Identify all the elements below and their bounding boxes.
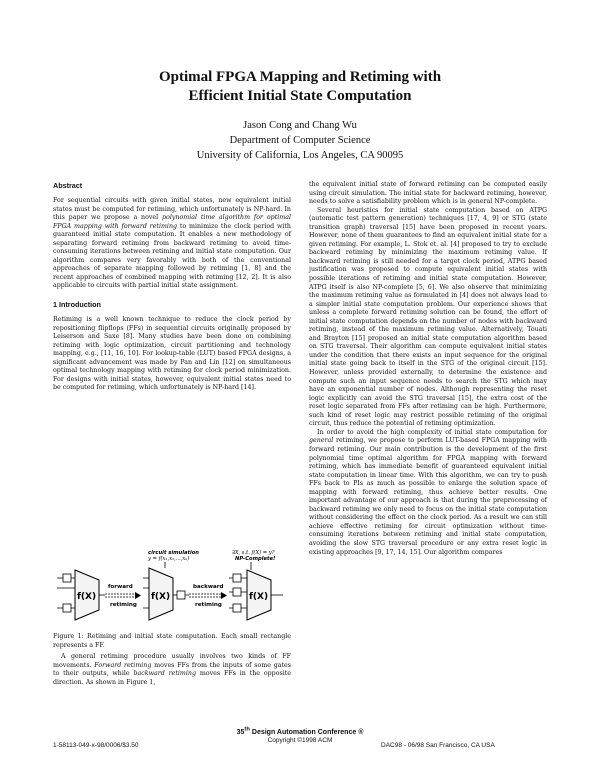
circuit-block-1 (57, 570, 105, 620)
np-question: ∃X, s.t. f(X) = y? (232, 550, 275, 556)
left-column (53, 181, 291, 393)
backward-label: backward (193, 584, 224, 590)
right-column (309, 181, 547, 557)
authors: Jason Cong and Chang Wu (243, 120, 357, 131)
title-line-1: Optimal FPGA Mapping and Retiming with (158, 69, 442, 85)
right-paragraph-3: In order to avoid the high complexity of initial state computation for general retiming, we propose to perform LUT-based FPGA mapping with forward retiming. Our main contribution is the development of the first polynomial time optimal algorithm for FPGA mapping with forward retiming, which has immediate benefit of guaranteed equivalent initial state computation in linear time. With this algorithm, we can try to push FFs back to PIs as much as possible to enlarge the solution space of mapping with forward retiming, thus achieve better results. One important advantage of our approach is that during the preprocessing of backward retiming we only need to focus on the initial state computation without considering the effect on the clock period. As a result we can still achieve effective retiming for circuit optimization without time-consuming iterations between retiming and initial state computation, avoiding the slow STG traversal procedure or any extra reset logic in existing approaches [9, 17, 14, 15]. Our algorithm compares (309, 428, 547, 556)
backward-retiming-arrow (189, 584, 227, 608)
backward-retiming-label: retiming (195, 602, 222, 608)
author-block (0, 118, 600, 163)
conference-name: 35th Design Automation Conference ® (236, 727, 364, 737)
flipflop (63, 574, 71, 582)
paper-title (0, 68, 600, 106)
right-paragraph-1: the equivalent initial state of forward retiming can be computed easily using circuit simulation. The initial state for backward retiming, however, needs to solve a satisfiability problem which is in general NP-complete. (309, 181, 547, 206)
introduction-paragraph: Retiming is a well known technique to reduce the clock period by repositioning flipflops (FFs) in sequential circuits originally proposed by Leiserson and Saxe [8]. Many studies have been done on combining retiming with logic optimization, circuit partitioning and technology mapping, e.g., [11, 16, 10]. For lookup-table (LUT) based FPGA designs, a significant advancement was made by Pan and Lin [12] on simultaneous optimal technology mapping with retiming for clock period minimization. For designs with initial states, however, equivalent initial states need to be computed for retiming, which unfortunately is NP-hard [14]. (53, 316, 291, 392)
left-column-continued (53, 653, 291, 687)
abstract-text: For sequential circuits with given initial states, new equivalent initial states must be computed for retiming, which unfortunately is NP-hard. In this paper we propose a novel polynomial time algorithm for optimal FPGA mapping with forward retiming to minimize the clock period with guaranteed initial state computation. It enables a new methodology of separating forward retiming from backward retiming to avoid time-consuming iterations between retiming and initial state computation. Our algorithm compares very favorably with both of the conventional approaches of separate mapping followed by retiming [1, 8] and the recent approaches of combined mapping with retiming [12, 2]. It is also applicable to circuits with partial initial state assignment. (53, 197, 291, 290)
university: University of California, Los Angeles, CA 90095 (196, 150, 404, 161)
title-line-2: Efficient Initial State Computation (188, 88, 412, 104)
copyright: Copyright ©1998 ACM (267, 737, 333, 745)
np-complete-label: NP-Complete! (235, 556, 276, 562)
flipflop (233, 604, 241, 612)
circuit-simulation-label: circuit simulation (148, 550, 200, 556)
figure-1 (53, 548, 293, 628)
forward-retiming-arrow (105, 584, 141, 608)
flipflop (233, 574, 241, 582)
flipflop (177, 591, 185, 599)
abstract-heading: Abstract (53, 181, 83, 190)
function-label-3: f(X) (249, 592, 269, 602)
right-paragraph-2: Several heuristics for initial state computation based on ATPG (automatic test pattern generation) techniques [17, 4, 9] or STG (state transition graph) traversal [15] have been proposed in recent years. However, none of them guarantees to find an equivalent initial state for a given retiming. For example, L. Stok et. al. [4] proposed to try to exclude backward retiming by minimizing the maximum retiming value. If backward retiming is still needed for a target clock period, ATPG based justification was proposed to compute equivalent initial states with possible iterations of retiming and initial state computation. However, ATPG itself is also NP-complete [5, 6]. We also observe that minimizing the maximum retiming value as formulated in [4] does not always lead to a simpler initial state computation problem. Our experience shows that unless a complete forward retiming solution can be found, the effort of initial state computation depends on the number of nodes with backward retiming, instead of the maximum retiming value. Alternatively, Touati and Brayton [15] proposed an initial state computation algorithm based on STG traversal. Their algorithm can compute equivalent initial states under the condition that there exists an input sequence for the original initial state going back to itself in the STG of the original circuit [15]. However, unless provided externally, to determine the existence and compute such an input sequence needs to search the STG which may have an exponential number of nodes. Although representing the reset logic explicitly can avoid the STG traversal [15], the extra cost of the reset logic separated from FFs after retiming can be high. Furthermore, such kind of reset logic may restrict possible retiming of the original circuit, thus reduce the potential of retiming optimization. (309, 206, 547, 428)
retiming-paragraph: A general retiming procedure usually involves two kinds of FF movements. Forward retiming moves FFs from the inputs of some gates to their outputs, while backward retiming moves FFs in the opposite direction. As shown in Figure 1, (53, 653, 291, 686)
function-label-1: f(X) (77, 592, 97, 602)
flipflop (233, 588, 241, 596)
flipflop (63, 604, 71, 612)
function-label-2: f(X) (151, 592, 171, 602)
simulation-equation: y = f(x₁,x₂,...,xₖ) (148, 556, 190, 562)
abstract-emphasis: polynomial time algorithm for optimal FPGA mapping with forward retiming (53, 214, 291, 230)
figure-caption: Figure 1: Retiming and initial state computation. Each small rectangle represents a FF. (53, 633, 291, 649)
introduction-heading: 1 Introduction (53, 300, 101, 310)
circuit-block-3 (229, 562, 283, 620)
department: Department of Computer Science (229, 135, 371, 146)
circuit-block-2 (143, 562, 189, 620)
isbn-price: 1-58113-049-x-98/0006/$3.50 (53, 742, 139, 749)
forward-retiming-label: retiming (110, 602, 137, 608)
conference-location: DAC98 - 06/98 San Francisco, CA USA (381, 742, 495, 749)
forward-label: forward (108, 584, 133, 590)
